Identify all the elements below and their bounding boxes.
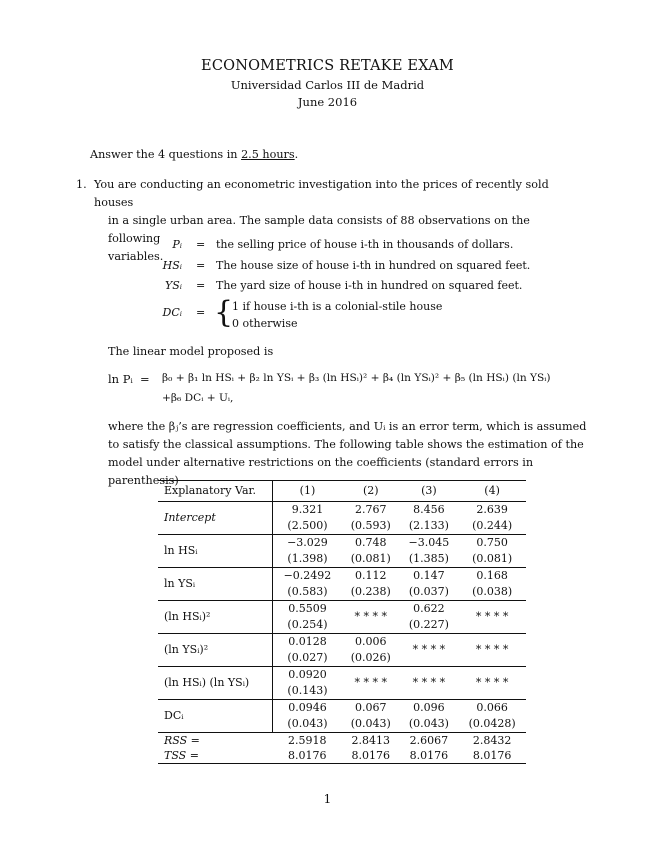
stat-cell: 8.0176	[472, 749, 512, 762]
stat-cell: 8.0176	[351, 749, 390, 762]
se-cell: (0.0428)	[458, 716, 526, 733]
header-cell: (1)	[273, 481, 342, 502]
coef-cell: * * * *	[400, 667, 459, 700]
coef-cell: * * * *	[400, 634, 459, 667]
row-label: Intercept	[158, 502, 273, 535]
coef-cell: 0.066	[476, 701, 508, 714]
table-row	[158, 733, 526, 749]
stat-cell: 8.0176	[409, 749, 449, 762]
coef-cell: 0.748	[355, 536, 387, 549]
stat-cell: 8.0176	[287, 749, 327, 762]
table-row	[158, 748, 526, 764]
model-lhs: ln Pᵢ	[108, 372, 133, 386]
variable-row	[0, 259, 655, 279]
coef-cell: 9.321	[291, 503, 324, 516]
university-name: Universidad Carlos III de Madrid	[230, 78, 425, 92]
header-cell: (4)	[458, 481, 526, 502]
coef-cell: 0.067	[355, 701, 387, 714]
coef-cell: 2.639	[476, 503, 508, 516]
se-cell: (0.238)	[342, 584, 400, 601]
table-row	[158, 700, 526, 717]
coef-cell: 0.147	[413, 569, 445, 582]
question-number: 1.	[76, 178, 87, 191]
se-cell: (0.043)	[400, 716, 459, 733]
stat-cell: 2.8413	[351, 734, 390, 747]
coef-cell: 0.5509	[288, 602, 327, 615]
table-row	[158, 667, 526, 684]
dummy-case-2: 0 otherwise	[232, 317, 298, 330]
dummy-case-1: 1 if house i-th is a colonial-stile house	[232, 300, 443, 313]
model-description-line: model under alternative restrictions on the coefficients (standard errors in parenthesis)	[108, 456, 534, 487]
left-brace: {	[214, 295, 234, 330]
se-cell: (0.081)	[458, 551, 526, 568]
coef-cell: −0.2492	[283, 569, 332, 582]
se-cell: (0.583)	[273, 584, 342, 601]
stat-cell: 2.6067	[409, 734, 449, 747]
coef-cell: −3.029	[287, 536, 328, 549]
coef-cell: 0.0128	[288, 635, 327, 648]
row-label: (ln YSᵢ)²	[158, 634, 273, 667]
instructions-suffix: .	[294, 148, 299, 161]
row-label: (ln HSᵢ) (ln YSᵢ)	[158, 667, 273, 700]
table-row	[158, 634, 526, 651]
model-description-line: where the βⱼ’s are regression coefficients, and Uᵢ is an error term, which is assumed	[108, 420, 587, 433]
se-cell: (0.043)	[342, 716, 400, 733]
row-label: DCᵢ	[158, 700, 273, 733]
page-number: 1	[323, 792, 332, 806]
coef-cell: 0.006	[355, 635, 387, 648]
stat-label: TSS =	[164, 749, 199, 762]
se-cell: (0.593)	[342, 518, 400, 535]
variable-description: The house size of house i-th in hundred on squared feet.	[216, 259, 531, 272]
exam-title: ECONOMETRICS RETAKE EXAM	[201, 58, 454, 74]
variable-symbol: DCᵢ	[162, 306, 182, 319]
header-cell: (3)	[400, 481, 459, 502]
se-cell: (0.027)	[273, 650, 342, 667]
variable-description: the selling price of house i-th in thousands of dollars.	[216, 238, 514, 251]
stat-label: RSS =	[164, 734, 200, 747]
stat-cell: 2.5918	[287, 734, 327, 747]
model-equals: =	[140, 372, 150, 386]
header-cell: (2)	[342, 481, 400, 502]
se-cell: (0.026)	[342, 650, 400, 667]
coef-cell: * * * *	[342, 667, 400, 700]
question-intro-line: in a single urban area. The sample data consists of 88 observations on the following	[108, 214, 530, 245]
stat-cell: 2.8432	[472, 734, 512, 747]
table-row	[158, 535, 526, 552]
coef-cell: 8.456	[413, 503, 445, 516]
equals-sign: =	[196, 259, 206, 272]
coef-cell: * * * *	[458, 601, 526, 634]
table-row	[158, 568, 526, 585]
coef-cell: * * * *	[342, 601, 400, 634]
model-rhs-line1: β₀ + β₁ ln HSᵢ + β₂ ln YSᵢ + β₃ (ln HSᵢ)² + β₄ (ln YSᵢ)² + β₅ (ln HSᵢ) (ln YSᵢ)	[162, 372, 551, 384]
variable-definitions	[0, 238, 655, 338]
coef-cell: 0.112	[355, 569, 387, 582]
coef-cell: 0.0946	[288, 701, 327, 714]
se-cell: (2.500)	[273, 518, 342, 535]
coef-cell: 0.750	[476, 536, 508, 549]
model-rhs-line2: +β₆ DCᵢ + Uᵢ,	[162, 392, 234, 404]
coef-cell: 0.0920	[288, 668, 327, 681]
variable-symbol: YSᵢ	[164, 279, 182, 292]
variable-description: The yard size of house i-th in hundred on squared feet.	[216, 279, 523, 292]
se-cell: (0.143)	[273, 683, 342, 700]
instructions	[90, 146, 298, 164]
se-cell: (0.043)	[273, 716, 342, 733]
se-cell: (1.398)	[273, 551, 342, 568]
se-cell: (0.038)	[458, 584, 526, 601]
table-header-row	[158, 481, 526, 502]
row-label: (ln HSᵢ)²	[158, 601, 273, 634]
row-label: ln YSᵢ	[158, 568, 273, 601]
table-row	[158, 502, 526, 519]
coef-cell: 0.096	[413, 701, 445, 714]
header-cell: Explanatory Var.	[158, 481, 273, 502]
exam-date: June 2016	[297, 95, 358, 109]
se-cell: (0.227)	[400, 617, 459, 634]
coef-cell: 0.168	[476, 569, 508, 582]
se-cell: (0.244)	[458, 518, 526, 535]
variable-symbol: Pᵢ	[172, 238, 182, 251]
row-label: ln HSᵢ	[158, 535, 273, 568]
model-intro: The linear model proposed is	[108, 345, 274, 358]
question-intro-line: variables.	[108, 250, 164, 263]
coef-cell: −3.045	[408, 536, 450, 549]
equals-sign: =	[196, 279, 206, 292]
model-description-line: to satisfy the classical assumptions. The following table shows the estimation of the	[108, 438, 584, 451]
exam-duration: 2.5 hours	[241, 148, 295, 161]
se-cell: (0.081)	[342, 551, 400, 568]
se-cell: (1.385)	[400, 551, 459, 568]
se-cell: (0.037)	[400, 584, 459, 601]
variable-symbol: HSᵢ	[162, 259, 182, 272]
table-row	[158, 601, 526, 618]
coef-cell: * * * *	[458, 667, 526, 700]
variable-row	[0, 238, 655, 258]
estimation-results-table	[158, 480, 526, 764]
instructions-prefix: Answer the 4 questions in	[90, 148, 242, 161]
se-cell: (0.254)	[273, 617, 342, 634]
coef-cell: 2.767	[355, 503, 387, 516]
variable-row	[0, 279, 655, 299]
question-intro-line: You are conducting an econometric investigation into the prices of recently sold houses	[94, 178, 549, 209]
coef-cell: 0.622	[413, 602, 445, 615]
se-cell: (2.133)	[400, 518, 459, 535]
coef-cell: * * * *	[458, 634, 526, 667]
equals-sign: =	[196, 306, 206, 319]
equals-sign: =	[196, 238, 206, 251]
